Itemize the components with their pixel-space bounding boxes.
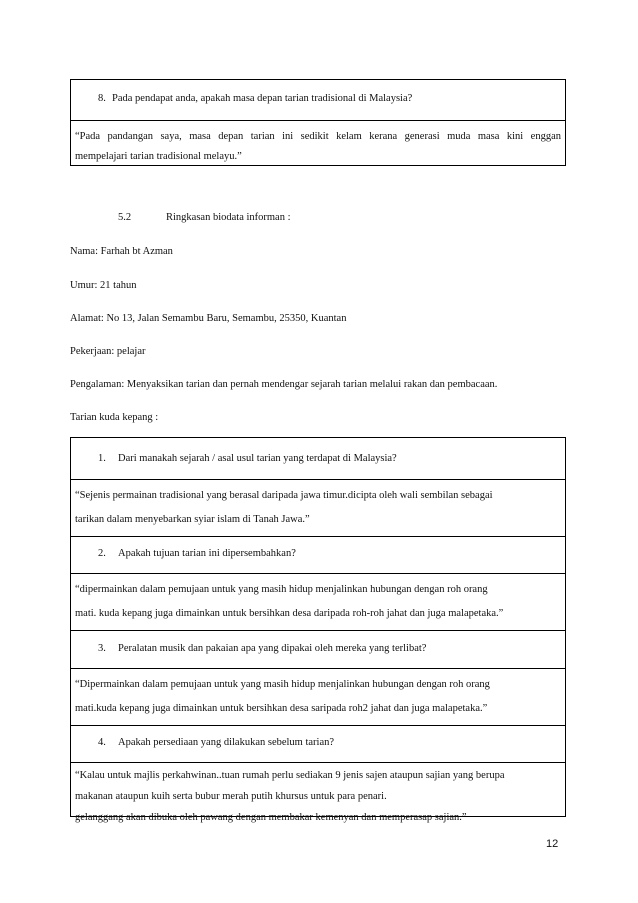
bio-pengalaman: Pengalaman: Menyaksikan tarian dan pernah mendengar sejarah tarian melalui rakan dan pembacaan. [70,379,498,390]
question-text: Dari manakah sejarah / asal usul tarian yang terdapat di Malaysia? [118,453,397,464]
question-row [71,438,565,480]
answer-line: tarikan dalam menyebarkan syiar islam di Tanah Jawa.” [75,514,310,525]
answer-row [71,121,565,165]
qa-table-kuda-kepang [70,437,566,823]
section-number: 5.2 [118,212,132,223]
answer-row [71,480,565,537]
question-text: Apakah persediaan yang dilakukan sebelum tarian? [118,737,335,748]
answer-line: gelanggang akan dibuka oleh pawang dengan membakar kemenyan dan memperasap sajian.” [75,812,467,823]
question-row [71,631,565,669]
question-text: Apakah tujuan tarian ini dipersembahkan? [118,548,296,559]
section-heading [118,212,291,223]
answer-line: mati.kuda kepang juga dimainkan untuk bersihkan desa saripada roh2 jahat dan juga malapetaka.” [75,703,488,714]
qa-table-q8 [70,79,566,166]
answer-line: mati. kuda kepang juga dimainkan untuk bersihkan desa daripada roh-roh jahat dan juga malapetaka.” [75,608,504,619]
question-text: Pada pendapat anda, apakah masa depan tarian tradisional di Malaysia? [112,93,413,104]
question-row [71,726,565,763]
answer-line: “Pada pandangan saya, masa depan tarian ini sedikit kelam kerana generasi muda masa kini enggan [75,131,561,142]
question-number: 1. [98,453,106,464]
section-title: Ringkasan biodata informan : [166,212,291,223]
question-row [71,80,565,121]
answer-line: “Dipermainkan dalam pemujaan untuk yang masih hidup menjalinkan hubungan dengan roh orang [75,679,490,690]
question-text: Peralatan musik dan pakaian apa yang dipakai oleh mereka yang terlibat? [118,643,427,654]
question-number: 8. [98,93,106,104]
question-number: 2. [98,548,106,559]
answer-line: “dipermainkan dalam pemujaan untuk yang masih hidup menjalinkan hubungan dengan roh orang [75,584,488,595]
bio-nama: Nama: Farhah bt Azman [70,246,173,257]
answer-line: “Sejenis permainan tradisional yang berasal daripada jawa timur.dicipta oleh wali sembilan sebagai [75,490,493,501]
answer-line: mempelajari tarian tradisional melayu.” [75,151,242,162]
question-row [71,537,565,574]
question-number: 3. [98,643,106,654]
page-number: 12 [546,838,559,850]
bio-tarian-heading: Tarian kuda kepang : [70,412,159,423]
answer-line: makanan ataupun kuih serta bubur merah putih khursus untuk para penari. [75,791,387,802]
bio-umur: Umur: 21 tahun [70,280,137,291]
bio-pekerjaan: Pekerjaan: pelajar [70,346,146,357]
answer-line: “Kalau untuk majlis perkahwinan..tuan rumah perlu sediakan 9 jenis sajen ataupun sajian yang berupa [75,770,505,781]
answer-row [71,669,565,726]
question-number: 4. [98,737,106,748]
answer-row [71,574,565,631]
answer-row [71,763,565,823]
bio-alamat: Alamat: No 13, Jalan Semambu Baru, Semambu, 25350, Kuantan [70,313,347,324]
